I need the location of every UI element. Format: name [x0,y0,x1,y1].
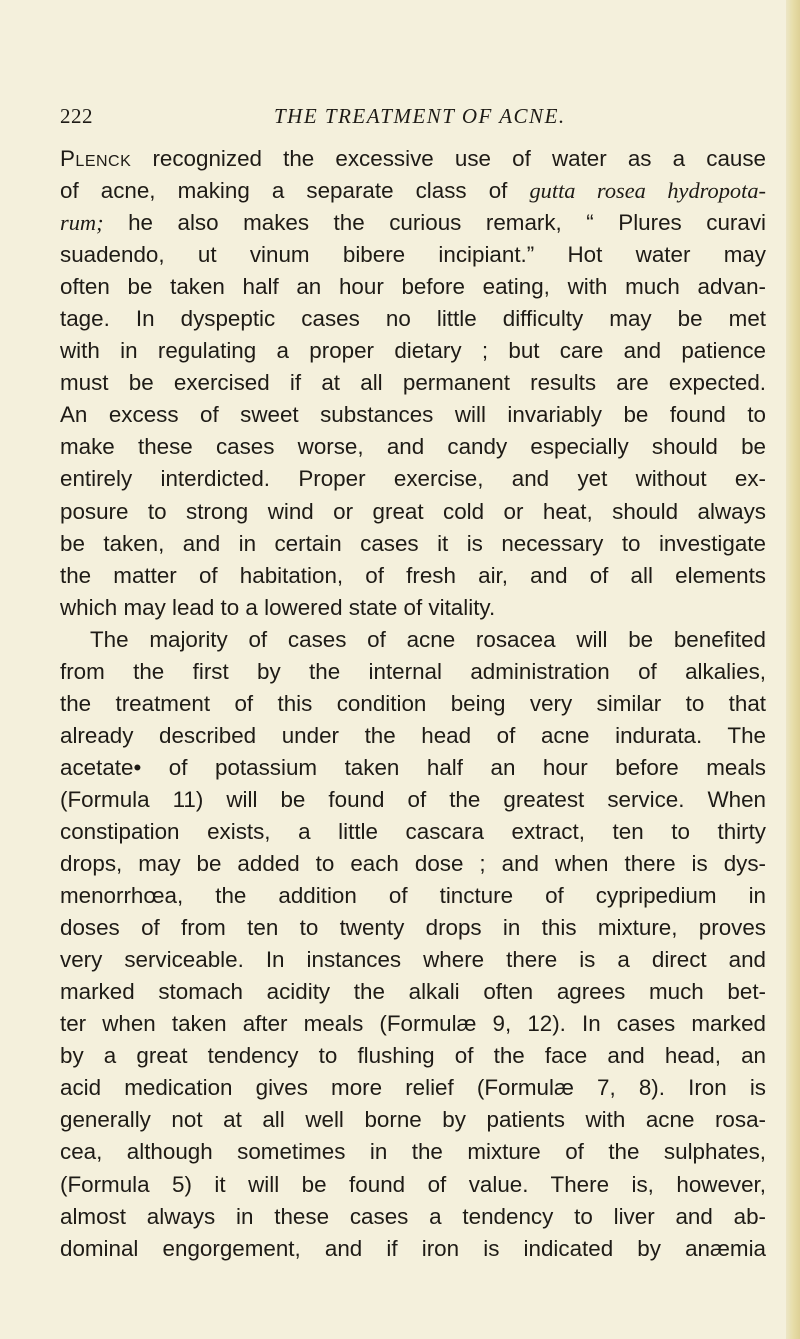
text-line [60,528,766,560]
text-line [60,816,766,848]
text-run: posure to strong wind or great cold or heat, should always [60,498,766,524]
page-edge [786,0,800,1339]
text-run: from the first by the internal administration of alkalies, [60,658,766,684]
text-line [60,944,766,976]
text-run: (Formula 5) it will be found of value. There is, however, [60,1171,766,1197]
text-line [60,1233,766,1265]
text-run: often be taken half an hour before eating, with much advan- [60,274,766,300]
text-run: marked stomach acidity the alkali often agrees much bet- [60,979,766,1005]
text-line [60,1104,766,1136]
text-run: (Formula 11) will be found of the greatest service. When [60,786,766,812]
text-run: suadendo, ut vinum bibere incipiant.” Hot water may [60,242,766,268]
text-line [60,367,766,399]
text-line [60,271,766,303]
text-run: menorrhœa, the addition of tincture of cypripedium in [60,883,766,909]
text-line [60,688,766,720]
text-run: entirely interdicted. Proper exercise, and yet without ex- [60,466,766,492]
text-line [60,463,766,495]
text-run: which may lead to a lowered state of vitality. [60,594,496,620]
text-run: of acne, making a separate class of [60,178,530,204]
text-run: gutta rosea hydropota- [529,178,766,204]
text-run: make these cases worse, and candy especially should be [60,434,766,460]
text-line [60,848,766,880]
running-title: THE TREATMENT OF ACNE. [274,104,566,128]
text-run: very serviceable. In instances where there is a direct and [60,947,766,973]
text-line [60,1169,766,1201]
text-line [60,656,766,688]
text-line [60,880,766,912]
text-run: he also makes the curious remark, “ Plures curavi [103,210,766,236]
text-line [60,1008,766,1040]
text-line [60,1072,766,1104]
text-run: recognized the excessive use of water as a cause [131,146,766,171]
text-run: An excess of sweet substances will invariably be found to [60,402,766,428]
page-number: 222 [60,104,93,128]
text-run: acid medication gives more relief (Formulæ 7, 8). Iron is [60,1075,766,1101]
text-run: by a great tendency to flushing of the face and head, an [60,1043,766,1069]
text-line [60,207,766,239]
text-run: dominal engorgement, and if iron is indicated by anæmia [60,1235,766,1261]
text-run: ter when taken after meals (Formulæ 9, 12). In cases marked [60,1011,766,1037]
text-run: drops, may be added to each dose ; and when there is dys- [60,851,766,877]
text-line [60,976,766,1008]
text-line [60,303,766,335]
text-line [60,175,766,207]
text-run: doses of from ten to twenty drops in this mixture, proves [60,915,766,941]
text-line [60,496,766,528]
text-line [60,624,766,656]
text-run: tage. In dyspeptic cases no little difficulty may be met [60,306,766,332]
text-run: already described under the head of acne indurata. The [60,722,766,748]
text-line [60,752,766,784]
text-line [60,592,766,624]
text-run: the treatment of this condition being very similar to that [60,690,766,716]
text-line [60,1201,766,1233]
text-run: must be exercised if at all permanent results are expected. [60,370,766,396]
text-line [60,560,766,592]
text-run: almost always in these cases a tendency to liver and ab- [60,1203,766,1229]
text-line [60,912,766,944]
text-run: constipation exists, a little cascara extract, ten to thirty [60,818,766,844]
text-run: be taken, and in certain cases it is necessary to investigate [60,530,766,556]
text-run: The majority of cases of acne rosacea will be benefited [90,626,766,652]
text-line [60,239,766,271]
text-line [60,784,766,816]
text-line [60,335,766,367]
text-run: acetate• of potassium taken half an hour before meals [60,754,766,780]
text-run: cea, although sometimes in the mixture of the sulphates, [60,1139,766,1165]
text-line [60,1040,766,1072]
text-line [60,1136,766,1168]
text-line [60,143,766,175]
text-line [60,431,766,463]
text-run: rum; [60,210,104,236]
text-run: with in regulating a proper dietary ; but care and patience [60,338,766,364]
text-line [60,720,766,752]
text-run: generally not at all well borne by patients with acne rosa- [60,1107,766,1133]
text-run: the matter of habitation, of fresh air, and of all elements [60,562,766,588]
text-run: Plenck [60,146,132,171]
text-line [60,399,766,431]
body-text [60,143,766,1265]
